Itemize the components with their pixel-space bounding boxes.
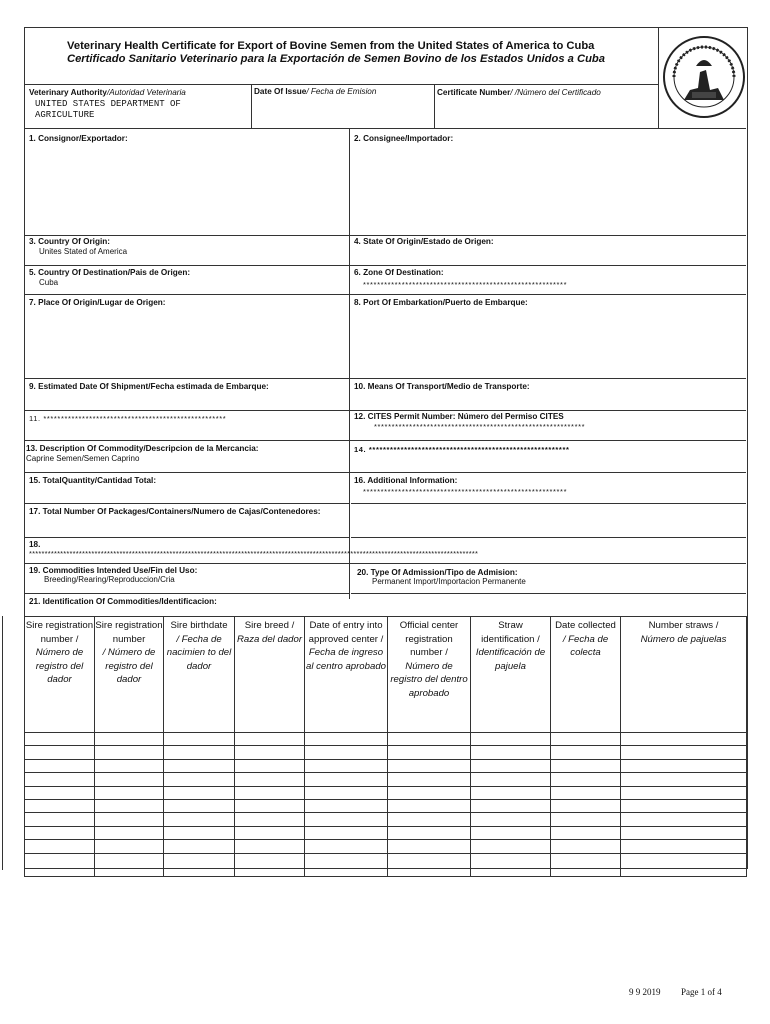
table-cell[interactable] (471, 746, 551, 759)
field-11: 11. **************************************************** (29, 414, 227, 423)
table-header-cell (25, 617, 95, 733)
table-cell[interactable] (388, 799, 471, 812)
table-row (25, 759, 747, 772)
table-cell[interactable] (551, 840, 621, 853)
divider (434, 84, 435, 128)
table-cell[interactable] (621, 799, 747, 812)
table-cell[interactable] (551, 733, 621, 746)
table-cell[interactable] (235, 840, 305, 853)
footer-page-number: Page 1 of 4 (681, 987, 722, 997)
divider (24, 593, 746, 594)
header-label-en: Sire breed / (244, 620, 295, 631)
table-cell[interactable] (471, 773, 551, 786)
intended-use-value[interactable]: Breeding/Rearing/Reproduccion/Cria (44, 575, 175, 584)
header-label-es: Fecha de ingreso al centro aprobado (305, 647, 386, 672)
table-cell[interactable] (305, 799, 388, 812)
authority-label: Veterinary Authority/Autoridad Veterinaria (29, 88, 186, 97)
table-cell[interactable] (25, 813, 95, 826)
table-cell[interactable] (551, 799, 621, 812)
seal-divider (658, 27, 659, 128)
table-cell[interactable] (305, 786, 388, 799)
table-cell[interactable] (95, 826, 164, 839)
header-label-en: Sire birthdate (170, 620, 228, 631)
header-label-es: / Fecha de nacimien to del dador (166, 633, 232, 672)
field-estimated-date: 9. Estimated Date Of Shipment/Fecha estimada de Embarque: (29, 382, 269, 391)
table-cell[interactable] (388, 773, 471, 786)
header-label-es: Número de registro del dador (35, 647, 84, 686)
table-header-row (25, 617, 747, 733)
table-cell[interactable] (95, 773, 164, 786)
table-cell[interactable] (305, 759, 388, 772)
table-cell[interactable] (551, 746, 621, 759)
table-row (25, 733, 747, 746)
field-intended-use: 19. Commodities Intended Use/Fin del Uso: (29, 566, 198, 575)
table-cell[interactable] (471, 853, 551, 876)
table-cell[interactable] (305, 773, 388, 786)
table-cell[interactable] (25, 786, 95, 799)
table-cell[interactable] (235, 813, 305, 826)
table-cell[interactable] (164, 786, 235, 799)
table-row (25, 813, 747, 826)
consignor-input[interactable] (24, 146, 348, 234)
table-header-cell (388, 617, 471, 733)
divider (24, 294, 746, 295)
field-description-of-commodity: 13. Description Of Commodity/Descripcion de la Mercancia: (26, 444, 259, 453)
header-label-es: Número de registro del dentro aprobado (390, 660, 468, 699)
field-identification: 21. Identification Of Commodities/Identificacion: (29, 597, 217, 606)
divider (251, 84, 252, 128)
table-cell[interactable] (621, 853, 747, 876)
table-cell[interactable] (235, 786, 305, 799)
table-cell[interactable] (471, 813, 551, 826)
table-cell[interactable] (621, 840, 747, 853)
table-cell[interactable] (95, 746, 164, 759)
table-header-cell (164, 617, 235, 733)
table-cell[interactable] (471, 826, 551, 839)
table-cell[interactable] (95, 733, 164, 746)
margin-rule (2, 616, 3, 870)
table-header-cell (471, 617, 551, 733)
field-type-of-admission: 20. Type Of Admission/Tipo de Admision: (357, 568, 518, 577)
table-cell[interactable] (95, 840, 164, 853)
table-cell[interactable] (621, 786, 747, 799)
description-of-commodity-value[interactable]: Caprine Semen/Semen Caprino (26, 454, 140, 463)
header-label-en: Date collected (555, 620, 616, 631)
table-cell[interactable] (305, 733, 388, 746)
header-label-es: Identificación de pajuela (475, 647, 546, 672)
header-label-en: Sire registration number / (25, 620, 94, 645)
field-18: 18. (29, 540, 41, 549)
field-14: 14. ********************************************************* (354, 445, 570, 454)
table-cell[interactable] (164, 826, 235, 839)
cites-permit-stars: ************************************************************ (374, 422, 586, 431)
additional-information-stars: ********************************************************** (363, 487, 568, 496)
table-cell[interactable] (164, 733, 235, 746)
certificate-number-label: Certificate Number/ /Número del Certificado (437, 88, 601, 97)
table-header-cell (235, 617, 305, 733)
header-label-es: / Número de registro del dador (102, 647, 156, 686)
usda-seal-icon (662, 30, 746, 125)
table-row (25, 826, 747, 839)
table-cell[interactable] (235, 773, 305, 786)
table-cell[interactable] (235, 746, 305, 759)
divider (24, 537, 746, 538)
table-cell[interactable] (95, 759, 164, 772)
table-row (25, 840, 747, 853)
table-row (25, 773, 747, 786)
table-cell[interactable] (164, 759, 235, 772)
table-cell[interactable] (471, 840, 551, 853)
field-total-packages: 17. Total Number Of Packages/Containers/Numero de Cajas/Contenedores: (29, 507, 321, 516)
table-cell[interactable] (25, 759, 95, 772)
table-cell[interactable] (25, 840, 95, 853)
table-cell[interactable] (551, 826, 621, 839)
field-consignee: 2. Consignee/Importador: (354, 134, 454, 143)
table-cell[interactable] (471, 799, 551, 812)
table-cell[interactable] (621, 733, 747, 746)
table-row (25, 746, 747, 759)
country-of-destination-value[interactable]: Cuba (39, 278, 59, 287)
table-cell[interactable] (25, 853, 95, 876)
table-cell[interactable] (25, 773, 95, 786)
divider (24, 235, 746, 236)
table-cell[interactable] (95, 853, 164, 876)
field-country-of-destination: 5. Country Of Destination/Pais de Origen: (29, 268, 191, 277)
header-label-en: Straw identification / (481, 620, 540, 645)
header-label-en: Sire registration number (95, 620, 163, 645)
table-cell[interactable] (305, 840, 388, 853)
table-cell[interactable] (621, 813, 747, 826)
type-of-admission-value[interactable]: Permanent Import/Importacion Permanente (372, 577, 526, 586)
field-place-of-origin: 7. Place Of Origin/Lugar de Origen: (29, 298, 166, 307)
table-cell[interactable] (95, 799, 164, 812)
field-zone-of-destination: 6. Zone Of Destination: (354, 268, 444, 277)
table-cell[interactable] (551, 786, 621, 799)
table-cell[interactable] (388, 786, 471, 799)
consignee-input[interactable] (350, 146, 745, 234)
field-state-of-origin: 4. State Of Origin/Estado de Origen: (354, 237, 494, 246)
table-cell[interactable] (305, 853, 388, 876)
table-cell[interactable] (621, 759, 747, 772)
table-cell[interactable] (25, 799, 95, 812)
table-cell[interactable] (388, 840, 471, 853)
header-label-es: Número de pajuelas (640, 633, 727, 645)
field-consignor: 1. Consignor/Exportador: (29, 134, 128, 143)
header-label-es: Raza del dador (236, 633, 303, 645)
table-cell[interactable] (471, 786, 551, 799)
zone-of-destination-stars: ********************************************************** (363, 280, 568, 289)
table-cell[interactable] (95, 786, 164, 799)
field-18-stars: ************************************************************************************************************************************************ (29, 549, 479, 558)
table-cell[interactable] (388, 759, 471, 772)
field-means-of-transport: 10. Means Of Transport/Medio de Transporte: (354, 382, 530, 391)
mask (350, 503, 351, 537)
authority-value[interactable]: UNITED STATES DEPARTMENT OF AGRICULTURE (35, 99, 181, 120)
table-cell[interactable] (25, 746, 95, 759)
table-header-cell (95, 617, 164, 733)
table-row (25, 786, 747, 799)
table-cell[interactable] (551, 813, 621, 826)
table-cell[interactable] (388, 813, 471, 826)
header-label-en: Official center registration number / (399, 620, 459, 659)
table-cell[interactable] (621, 826, 747, 839)
divider (24, 563, 746, 564)
table-header-cell (621, 617, 747, 733)
table-cell[interactable] (305, 826, 388, 839)
table-cell[interactable] (388, 733, 471, 746)
field-country-of-origin: 3. Country Of Origin: (29, 237, 110, 246)
table-cell[interactable] (25, 826, 95, 839)
table-cell[interactable] (164, 746, 235, 759)
table-cell[interactable] (388, 853, 471, 876)
table-cell[interactable] (164, 799, 235, 812)
divider (24, 503, 746, 504)
table-header-cell (305, 617, 388, 733)
table-cell[interactable] (471, 733, 551, 746)
table-cell[interactable] (551, 773, 621, 786)
table-header-cell (551, 617, 621, 733)
table-cell[interactable] (388, 746, 471, 759)
table-cell[interactable] (305, 813, 388, 826)
field-port-of-embarkation: 8. Port Of Embarkation/Puerto de Embarque: (354, 298, 528, 307)
header-label-es: / Fecha de colecta (562, 633, 609, 659)
table-cell[interactable] (235, 733, 305, 746)
divider (24, 472, 746, 473)
table-cell[interactable] (235, 759, 305, 772)
divider (24, 378, 746, 379)
table-cell[interactable] (621, 773, 747, 786)
table-row (25, 799, 747, 812)
table-row (25, 853, 747, 876)
table-cell[interactable] (164, 853, 235, 876)
footer-date: 9 9 2019 (629, 987, 661, 997)
table-cell[interactable] (621, 746, 747, 759)
divider (24, 410, 746, 411)
table-cell[interactable] (25, 733, 95, 746)
table-cell[interactable] (471, 759, 551, 772)
table-cell[interactable] (305, 746, 388, 759)
field-total-quantity: 15. TotalQuantity/Cantidad Total: (29, 476, 157, 485)
port-of-embarkation-input[interactable] (350, 310, 745, 378)
divider (24, 440, 746, 441)
header-label-en: Number straws / (648, 620, 719, 631)
table-cell[interactable] (164, 773, 235, 786)
header-divider (24, 84, 658, 85)
table-cell[interactable] (551, 759, 621, 772)
title-english: Veterinary Health Certificate for Export of Bovine Semen from the United States of America to Cuba (67, 40, 595, 52)
country-of-origin-value[interactable]: Unites Stated of America (39, 247, 128, 256)
table-cell[interactable] (235, 853, 305, 876)
table-cell[interactable] (235, 799, 305, 812)
table-cell[interactable] (95, 813, 164, 826)
table-cell[interactable] (551, 853, 621, 876)
field-additional-information: 16. Additional Information: (354, 476, 458, 485)
divider (24, 128, 746, 129)
table-cell[interactable] (388, 826, 471, 839)
table-cell[interactable] (235, 826, 305, 839)
place-of-origin-input[interactable] (24, 310, 348, 378)
table-cell[interactable] (164, 813, 235, 826)
title-spanish: Certificado Sanitario Veterinario para la Exportación de Semen Bovino de los Estados Unidos a Cuba (67, 53, 605, 65)
identification-table (24, 616, 747, 877)
header-label-en: Date of entry into approved center / (308, 620, 384, 645)
mask (350, 593, 351, 601)
divider (24, 265, 746, 266)
table-cell[interactable] (164, 840, 235, 853)
field-cites-permit: 12. CITES Permit Number: Número del Permiso CITES (354, 412, 564, 421)
date-of-issue-label: Date Of Issue/ Fecha de Emision (254, 87, 377, 96)
